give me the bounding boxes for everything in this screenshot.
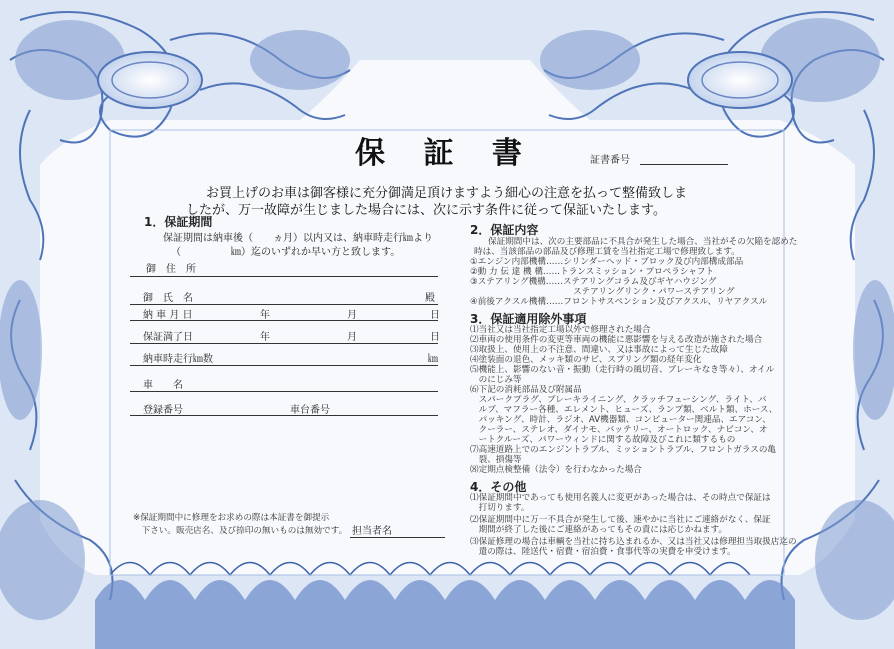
staff-label: 担当者名 xyxy=(352,526,392,537)
reg-number-line xyxy=(130,415,438,416)
footnote-line: ※保証期間中に修理をお求めの際は本証書を御提示 xyxy=(133,513,330,523)
cert-number-label: 証書番号 xyxy=(590,155,630,166)
section2-line: ④前後アクスル機構……フロントサスペンション及びアクスル、リヤアクスル xyxy=(470,297,768,307)
section3-heading: 3．保証適用除外事項 xyxy=(470,312,587,326)
name-suffix: 殿 xyxy=(425,293,435,304)
footnote-line: 下さい。販売店名、及び捺印の無いものは無効です。 xyxy=(133,526,348,536)
section3-line: 裂、損傷等 xyxy=(470,455,522,465)
intro-line-1: お買上げのお車は御客様に充分御満足頂けますよう細心の注意を払って整備致しま xyxy=(206,186,688,201)
section3-line: ⑷塗装面の退色、メッキ類のサビ、スプリング類の経年変化 xyxy=(470,355,702,365)
section3-line: パッキング、時計、ラジオ、AV機器類、コンピューター関連品、エアコン、 xyxy=(470,415,771,425)
intro-line-2: したが、万一故障が生じました場合には、次に示す条件に従って保証いたします。 xyxy=(186,203,666,218)
section1-line: 保証期間は納車後（ ヵ月）以内又は、納車時走行㎞より xyxy=(163,233,433,244)
delivery-date-label: 納 車 月 日 xyxy=(143,310,193,321)
section3-line: ⑸機能上、影響のない音・振動（走行時の風切音、ブレーキなき等々）、オイル xyxy=(470,365,775,375)
section1-heading: 1．保証期間 xyxy=(144,215,213,229)
section4-line: 遣の際は、陸送代・宿費・宿泊費・食事代等の実費を申受けます。 xyxy=(470,547,736,557)
delivery-date-line xyxy=(130,320,438,321)
mileage-label: 納車時走行㎞数 xyxy=(143,354,213,365)
section4-line: ⑴保証期間中であっても使用名義人に変更があった場合は、その時点で保証は xyxy=(470,493,771,503)
section4-line: 期間が終了した後にご連絡があってもその責には応じかねます。 xyxy=(470,525,728,535)
section2-line: 時は、当該部品の部品及び修理工賃を当社指定工場で修理致します。 xyxy=(474,247,740,257)
name-label: 御 氏 名 xyxy=(143,293,193,304)
address-label: 御 住 所 xyxy=(146,264,196,275)
section3-line: のにじみ等 xyxy=(470,375,522,385)
section4-line: 打切ります。 xyxy=(470,503,530,513)
name-line xyxy=(130,304,438,305)
section3-line: スパークプラグ、ブレーキライニング、クラッチフェーシング、ライト、バ xyxy=(470,395,767,405)
section2-line: ②動 力 伝 達 機 構……トランスミッション・プロペラシャフト xyxy=(470,267,715,277)
cert-number-line xyxy=(640,164,728,165)
section3-line: ⑴当社又は当社指定工場以外で修理された場合 xyxy=(470,325,651,335)
section2-line: ③ステアリング機構……ステアリングコラム及びギヤハウジング xyxy=(470,277,717,287)
year-label: 年 xyxy=(260,310,270,321)
section3-line: ⑻定期点検整備（法令）を行わなかった場合 xyxy=(470,465,642,475)
chassis-number-label: 車台番号 xyxy=(290,405,330,416)
section3-line: ⑹下記の消耗部品及び附属品 xyxy=(470,385,582,395)
month-label: 月 xyxy=(347,332,357,343)
year-label: 年 xyxy=(260,332,270,343)
section3-line: ートクルーズ、パワーウィンドに関する故障及びこれに類するもの xyxy=(470,435,736,445)
section4-line: ⑶保証修理の場合は車輌を当社に持ち込まれるか、又は当社又は修理担当取扱店迄の xyxy=(470,537,797,547)
day-label: 日 xyxy=(430,310,440,321)
cartouche-right xyxy=(688,52,792,108)
section3-line: ⑺高速道路上でのエンジントラブル、ミッショントラブル、フロントガラスの亀 xyxy=(470,445,777,455)
expiry-date-label: 保証満了日 xyxy=(143,332,193,343)
section4-line: ⑵保証期間中に万一不具合が発生して後、速やかに当社にご連絡がなく、保証 xyxy=(470,515,771,525)
section2-line: 保証期間中は、次の主要部品に不具合が発生した場合、当社がその欠陥を認めた xyxy=(488,237,798,247)
address-line xyxy=(130,276,438,277)
section3-line: クーラー、ステレオ、ダイナモ、バッテリー、オートロック、ナビコン、オ xyxy=(470,425,768,435)
reg-number-label: 登録番号 xyxy=(143,405,183,416)
page-title: 保 証 書 xyxy=(355,136,536,171)
car-name-label: 車 名 xyxy=(143,380,183,391)
cartouche-left xyxy=(98,52,202,108)
section1-line: （ ㎞）迄のいずれか早い方と致します。 xyxy=(171,247,401,258)
staff-line xyxy=(350,537,445,538)
car-name-line xyxy=(130,391,438,392)
expiry-date-line xyxy=(130,343,438,344)
section3-line: ⑶取扱上、使用上の不注意、間違い、又は事故によって生じた故障 xyxy=(470,345,728,355)
section3-line: ⑵車両の使用条件の変更等車両の機能に悪影響を与える改造が施された場合 xyxy=(470,335,763,345)
section4-heading: 4．その他 xyxy=(470,480,527,494)
section2-line: ステアリングリンク・パワーステアリング xyxy=(470,287,735,297)
section2-line: ①エンジン内部機構……シリンダーヘッド・ブロック及び内部構成部品 xyxy=(470,257,744,267)
mileage-line xyxy=(130,365,438,366)
day-label: 日 xyxy=(430,332,440,343)
section2-heading: 2．保証内容 xyxy=(470,223,539,237)
km-label: ㎞ xyxy=(428,354,438,365)
section3-line: ルブ、マフラー各種、エレメント、ヒューズ、ランプ類、ベルト類、ホース、 xyxy=(470,405,778,415)
month-label: 月 xyxy=(347,310,357,321)
